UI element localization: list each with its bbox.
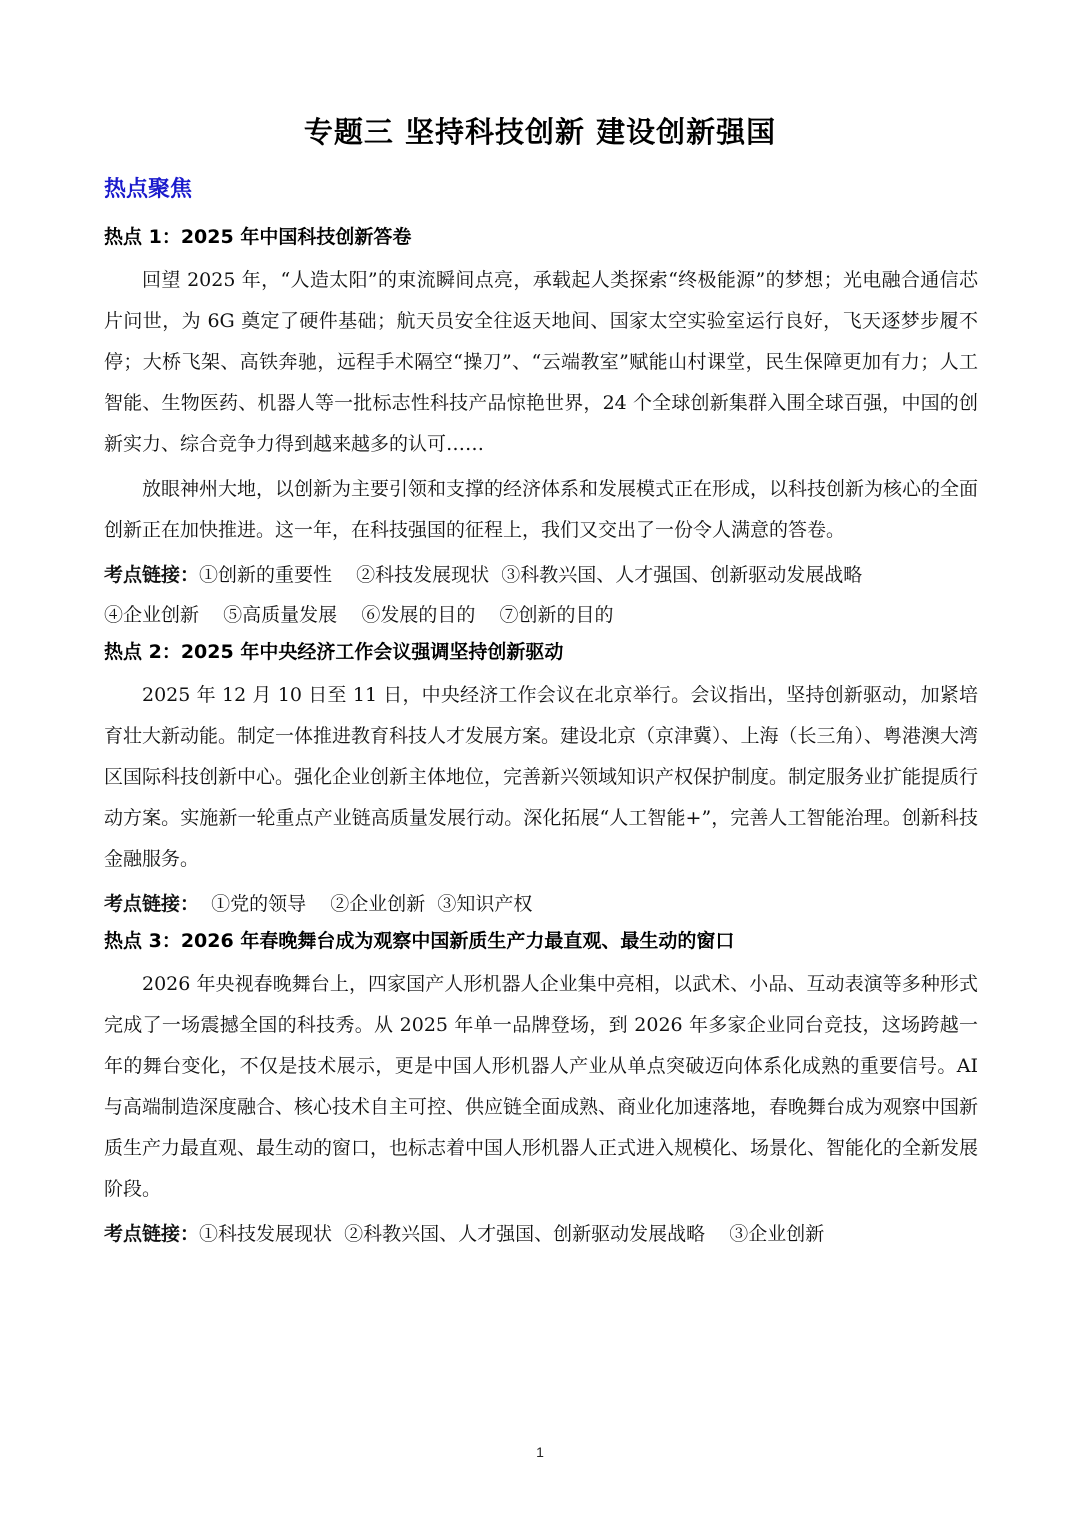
kaodian-link-line: ④企业创新 ⑤高质量发展 ⑥发展的目的 ⑦创新的目的: [104, 604, 614, 626]
kaodian-label: 考点链接：: [104, 893, 200, 915]
section-heading: 热点聚焦: [104, 177, 193, 202]
kaodian-link-line: [104, 555, 978, 595]
kaodian-link-line: [104, 884, 978, 924]
hotspot-title: 热点 3：2026 年春晚舞台成为观察中国新质生产力最直观、最生动的窗口: [104, 930, 735, 952]
hotspot-title: 热点 2：2025 年中央经济工作会议强调坚持创新驱动: [104, 641, 564, 663]
hotspot-1: [104, 222, 978, 635]
hotspot-title: 热点 1：2025 年中国科技创新答卷: [104, 226, 412, 248]
kaodian-items: ①党的领导 ②企业创新 ③知识产权: [199, 893, 533, 915]
page-number: 1: [536, 1444, 544, 1460]
content-body: [104, 222, 978, 1254]
paragraph: 放眼神州大地，以创新为主要引领和支撑的经济体系和发展模式正在形成，以科技创新为核心的全面创新正在加快推进。这一年，在科技强国的征程上，我们又交出了一份令人满意的答卷。: [104, 478, 979, 541]
kaodian-label: 考点链接：: [104, 1223, 200, 1245]
hotspot-2: [104, 637, 978, 924]
kaodian-items: ①科技发展现状 ②科教兴国、人才强国、创新驱动发展战略 ③企业创新: [199, 1223, 825, 1245]
page-title: 专题三 坚持科技创新 建设创新强国: [303, 115, 777, 149]
hotspot-3: [104, 926, 978, 1254]
kaodian-label: 考点链接：: [104, 564, 200, 586]
kaodian-link-line: [104, 1214, 978, 1254]
paragraph: 2026 年央视春晚舞台上，四家国产人形机器人企业集中亮相，以武术、小品、互动表演等多种形式完成了一场震撼全国的科技秀。从 2025 年单一品牌登场，到 2026 年多家企业同台竞技，这场跨越一年的舞台变化，不仅是技术展示，更是中国人形机器人产业从单点突破迈向体系化成熟的重要信号。AI 与高端制造深度融合、核心技术自主可控、供应链全面成熟、商业化加速落地，春晚舞台成为观察中国新质生产力最直观、最生动的窗口，也标志着中国人形机器人正式进入规模化、场景化、智能化的全新发展阶段。: [104, 973, 979, 1200]
paragraph: 回望 2025 年，“人造太阳”的束流瞬间点亮，承载起人类探索“终极能源”的梦想；光电融合通信芯片问世，为 6G 奠定了硬件基础；航天员安全往返天地间、国家太空实验室运行良好，飞天逐梦步履不停；大桥飞架、高铁奔驰，远程手术隔空“操刀”、“云端教室”赋能山村课堂，民生保障更加有力；人工智能、生物医药、机器人等一批标志性科技产品惊艳世界，24 个全球创新集群入围全球百强，中国的创新实力、综合竞争力得到越来越多的认可……: [104, 269, 978, 455]
paragraph: 2025 年 12 月 10 日至 11 日，中央经济工作会议在北京举行。会议指出，坚持创新驱动，加紧培育壮大新动能。制定一体推进教育科技人才发展方案。建设北京（京津冀）、上海（长三角）、粤港澳大湾区国际科技创新中心。强化企业创新主体地位，完善新兴领域知识产权保护制度。制定服务业扩能提质行动方案。实施新一轮重点产业链高质量发展行动。深化拓展“人工智能+”，完善人工智能治理。创新科技金融服务。: [104, 684, 979, 870]
kaodian-items: ①创新的重要性 ②科技发展现状 ③科教兴国、人才强国、创新驱动发展战略: [199, 564, 863, 586]
